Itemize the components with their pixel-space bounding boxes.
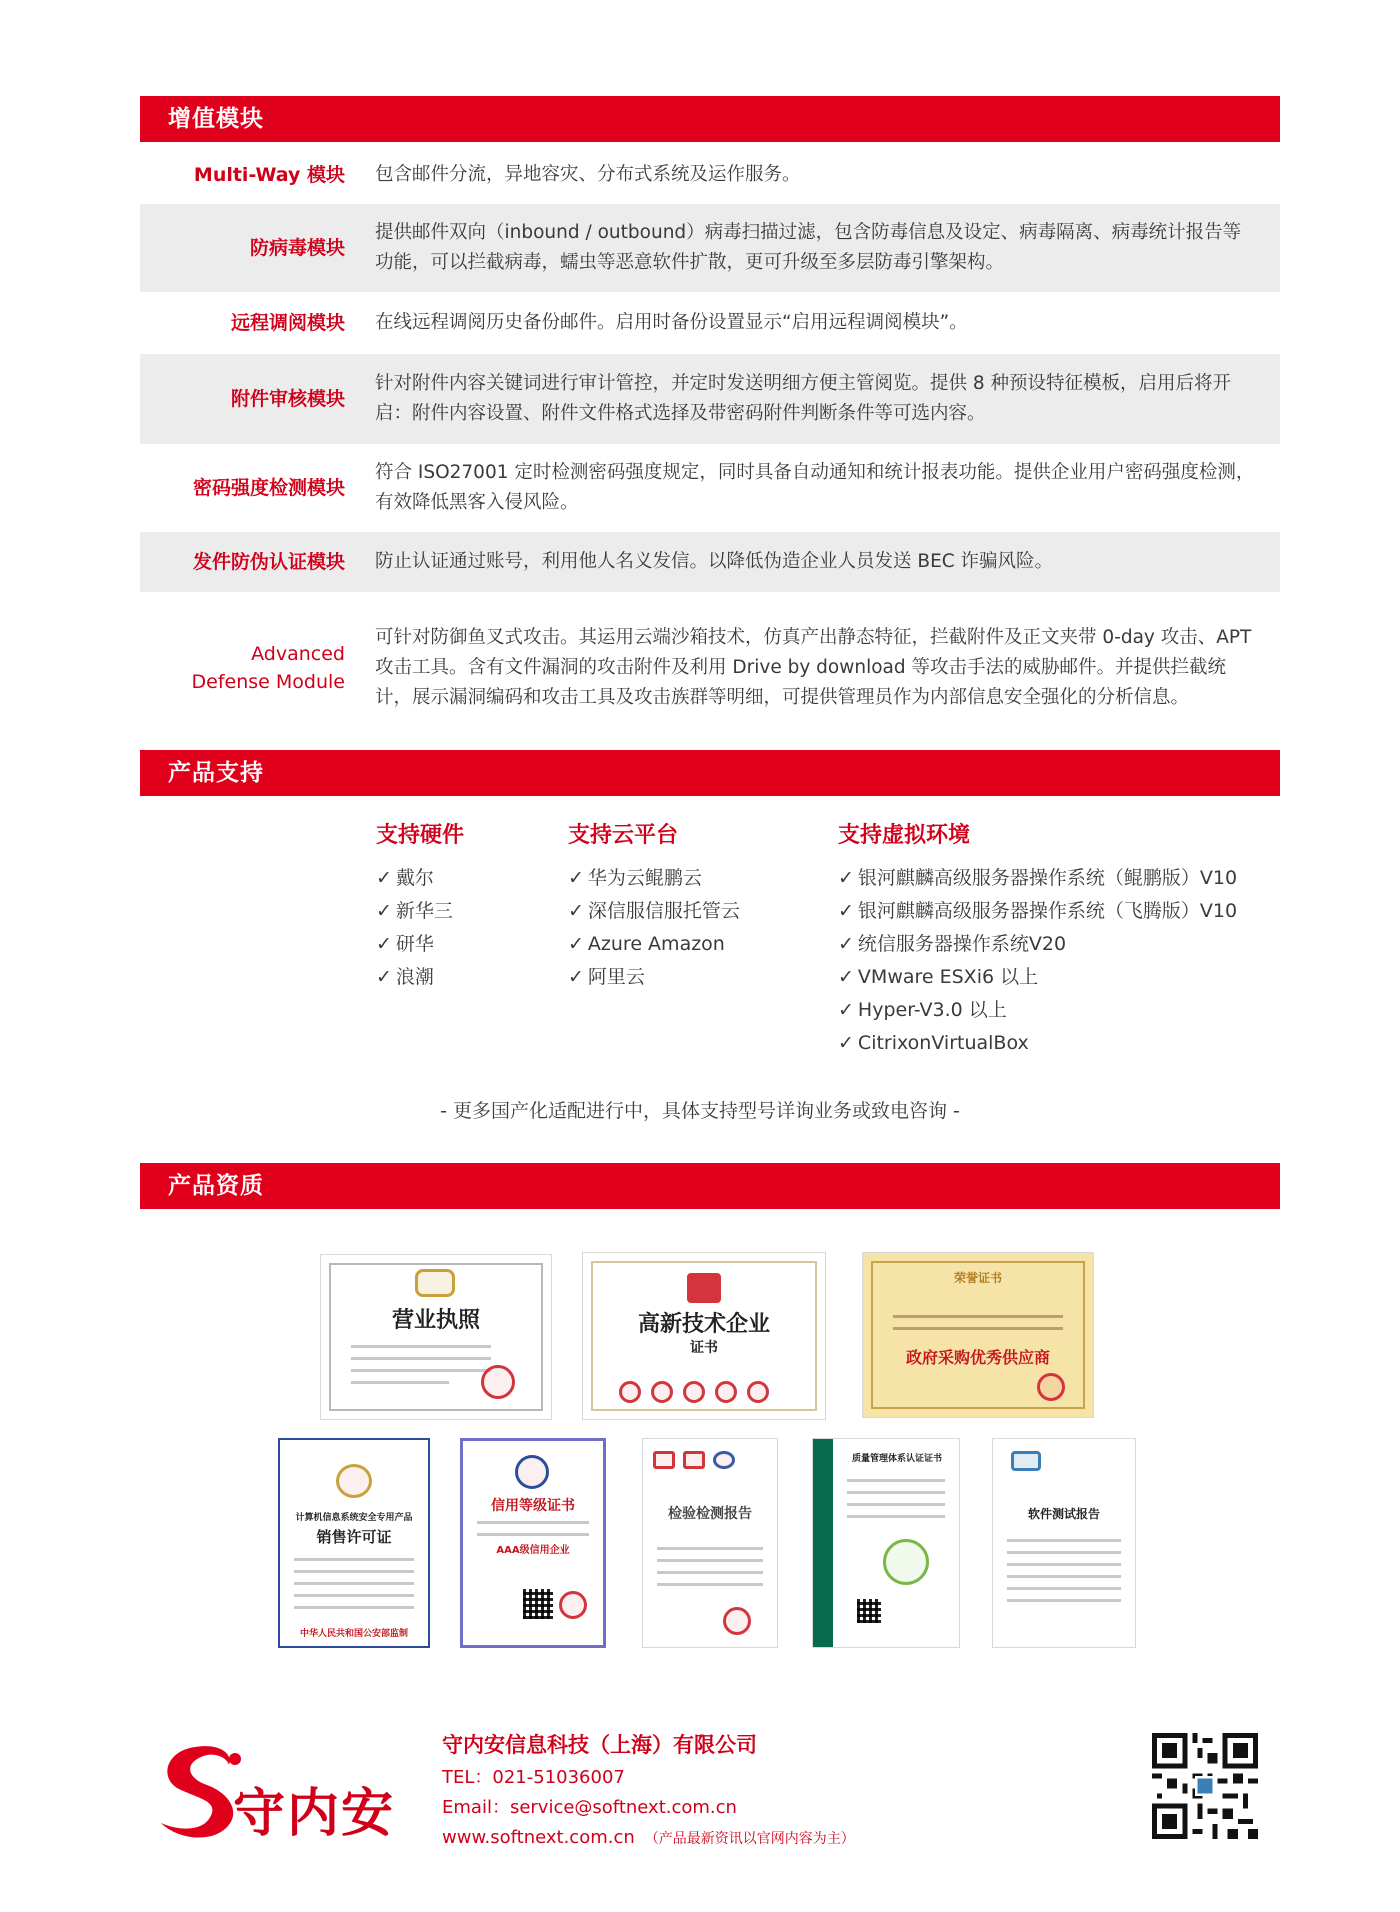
website-note: （产品最新资讯以官网内容为主）: [644, 1831, 855, 1847]
cert-gov-supplier: [862, 1252, 1094, 1418]
company-email[interactable]: Email：service@softnext.com.cn: [442, 1797, 737, 1818]
company-website-line: [442, 1823, 855, 1853]
section-title-product-support: 产品支持: [140, 750, 1280, 796]
check-icon: ✓: [838, 1032, 854, 1054]
seal-icon: [683, 1381, 705, 1403]
cnas-logo-icon: [713, 1451, 735, 1469]
cert-text-lines: [351, 1345, 491, 1393]
check-icon: ✓: [376, 933, 392, 955]
support-item: ✓ 新华三: [376, 900, 453, 922]
support-item: ✓ 华为云鲲鹏云: [568, 867, 702, 889]
police-emblem-icon: [336, 1464, 372, 1498]
cert-text-lines: [657, 1547, 763, 1595]
module-row-multiway: [140, 146, 1280, 204]
check-icon: ✓: [376, 867, 392, 889]
support-item: ✓ 统信服务器操作系统V20: [838, 933, 1067, 955]
cert-inspection-report: [642, 1438, 778, 1648]
cert-sales-license: [278, 1438, 430, 1648]
module-name: 远程调阅模块: [230, 312, 345, 334]
badge-icon: [515, 1455, 549, 1489]
cert-title: 政府采购优秀供应商: [905, 1348, 1050, 1367]
seal-icon: [619, 1381, 641, 1403]
cert-title: 营业执照: [391, 1308, 480, 1333]
section-title-certifications: 产品资质: [140, 1163, 1280, 1209]
module-row-remote-view: [140, 292, 1280, 354]
certification-mark-icon: [883, 1539, 929, 1585]
agency-logo-icon: [1011, 1451, 1041, 1471]
module-row-password-strength: [140, 444, 1280, 532]
cert-business-license: [320, 1254, 552, 1420]
module-desc: 符合 ISO27001 定时检测密码强度规定，同时具备自动通知和统计报表功能。提供企业用户密码强度检测，有效降低黑客入侵风险。: [375, 462, 1255, 513]
support-title: 支持云平台: [568, 823, 679, 848]
cert-software-test-report: [992, 1438, 1136, 1648]
qr-code: [1152, 1733, 1258, 1839]
check-icon: ✓: [568, 867, 584, 889]
cert-title: 高新技术企业: [637, 1312, 770, 1337]
ilac-logo-icon: [683, 1451, 705, 1469]
cert-text-lines: [847, 1479, 945, 1527]
module-name: 附件审核模块: [230, 388, 345, 410]
support-item: ✓ 戴尔: [376, 867, 434, 889]
seal-icon: [481, 1365, 515, 1399]
support-item: ✓ CitrixonVirtualBox: [838, 1032, 1029, 1054]
cert-subtitle: AAA级信用企业: [496, 1545, 570, 1556]
company-info: [442, 1729, 855, 1853]
cert-quality-management: [812, 1438, 960, 1648]
logo-row: [653, 1451, 735, 1469]
support-item: ✓ 阿里云: [568, 966, 645, 988]
check-icon: ✓: [568, 966, 584, 988]
check-icon: ✓: [838, 933, 854, 955]
support-hardware: [376, 818, 464, 994]
seal-icon: [1037, 1373, 1065, 1401]
module-name-line: Defense Module: [191, 671, 345, 693]
support-title: 支持虚拟环境: [838, 823, 971, 848]
cert-title: 质量管理体系认证证书: [851, 1454, 942, 1464]
support-item: ✓ 浪潮: [376, 966, 434, 988]
cert-title: 检验检测报告: [668, 1506, 752, 1522]
company-tel: TEL：021-51036007: [442, 1767, 625, 1788]
cert-title: 销售许可证: [316, 1528, 392, 1546]
module-name: 发件防伪认证模块: [192, 551, 345, 573]
module-row-attachment-audit: [140, 354, 1280, 444]
cert-title: 软件测试报告: [1027, 1507, 1100, 1521]
cert-title: 信用等级证书: [491, 1498, 575, 1514]
cert-high-tech: [582, 1252, 826, 1420]
module-row-advanced-defense: [140, 598, 1280, 738]
cert-text-lines: [294, 1558, 414, 1618]
module-name: 密码强度检测模块: [192, 477, 345, 499]
module-desc: 针对附件内容关键词进行审计管控，并定时发送明细方便主管阅览。提供 8 种预设特征模板，启用后将开启：附件内容设置、附件文件格式选择及带密码附件判断条件等可选内容。: [375, 373, 1232, 424]
module-name: 防病毒模块: [249, 237, 345, 259]
cert-side-band: [813, 1439, 833, 1648]
seal-icon: [651, 1381, 673, 1403]
check-icon: ✓: [838, 867, 854, 889]
company-name: 守内安信息科技（上海）有限公司: [442, 1733, 757, 1757]
support-item: ✓ 银河麒麟高级服务器操作系统（飞腾版）V10: [838, 900, 1238, 922]
support-item: ✓ Hyper-V3.0 以上: [838, 999, 1007, 1021]
module-name: Multi-Way 模块: [193, 164, 345, 186]
module-name-line: Advanced: [251, 643, 345, 665]
seal-icon: [559, 1591, 587, 1619]
cert-text-lines: [1007, 1539, 1121, 1611]
emblem-icon: [415, 1269, 455, 1297]
support-item: ✓ 银河麒麟高级服务器操作系统（鲲鹏版）V10: [838, 867, 1238, 889]
support-virtual: [838, 818, 1237, 1060]
support-item: ✓ Azure Amazon: [568, 933, 725, 955]
module-row-antivirus: [140, 204, 1280, 292]
cert-subtitle: 证书: [690, 1340, 718, 1356]
logo-icon: [687, 1273, 721, 1303]
cert-credit-rating: [460, 1438, 606, 1648]
section-title-value-added: 增值模块: [140, 96, 1280, 142]
cma-logo-icon: [653, 1451, 675, 1469]
seal-icon: [723, 1607, 751, 1635]
cert-header: 荣誉证书: [953, 1271, 1002, 1285]
check-icon: ✓: [568, 900, 584, 922]
qr-code-icon: [1152, 1733, 1258, 1839]
module-name: [140, 640, 345, 696]
logo-text: 守内安: [233, 1784, 396, 1844]
module-row-sender-auth: [140, 532, 1280, 592]
support-title: 支持硬件: [376, 823, 465, 848]
support-item: ✓ 研华: [376, 933, 434, 955]
company-website[interactable]: www.softnext.com.cn: [442, 1827, 635, 1848]
cert-text-lines: [893, 1315, 1063, 1339]
seal-icon: [747, 1381, 769, 1403]
module-desc: 防止认证通过账号，利用他人名义发信。以降低伪造企业人员发送 BEC 诈骗风险。: [375, 551, 1054, 572]
company-logo: [155, 1735, 395, 1845]
qr-code-icon: [523, 1589, 553, 1619]
check-icon: ✓: [568, 933, 584, 955]
module-desc: 在线远程调阅历史备份邮件。启用时备份设置显示“启用远程调阅模块”。: [375, 312, 968, 333]
seal-row: [619, 1381, 769, 1403]
support-item: ✓ VMware ESXi6 以上: [838, 966, 1039, 988]
cert-footer: 中华人民共和国公安部监制: [299, 1629, 408, 1639]
support-note: - 更多国产化适配进行中，具体支持型号详询业务或致电咨询 -: [440, 1100, 960, 1122]
check-icon: ✓: [376, 900, 392, 922]
support-cloud: [568, 818, 740, 994]
cert-header: 计算机信息系统安全专用产品: [295, 1513, 413, 1523]
check-icon: ✓: [838, 966, 854, 988]
check-icon: ✓: [376, 966, 392, 988]
seal-icon: [715, 1381, 737, 1403]
module-desc: 提供邮件双向（inbound / outbound）病毒扫描过滤，包含防毒信息及设定、病毒隔离、病毒统计报告等功能，可以拦截病毒，蠕虫等恶意软件扩散，更可升级至多层防毒引擎架构。: [375, 222, 1242, 273]
support-item: ✓ 深信服信服托管云: [568, 900, 740, 922]
module-desc: 可针对防御鱼叉式攻击。其运用云端沙箱技术，仿真产出静态特征，拦截附件及正文夹带 0-day 攻击、APT 攻击工具。含有文件漏洞的攻击附件及利用 Drive by download 等攻击手法的威胁邮件。并提供拦截统计，展示漏洞编码和攻击工具及攻击族群等明细，可提供管理员作为内部信息安全强化的分析信息。: [375, 627, 1252, 708]
check-icon: ✓: [838, 900, 854, 922]
check-icon: ✓: [838, 999, 854, 1021]
module-desc: 包含邮件分流，异地容灾、分布式系统及运作服务。: [375, 164, 801, 185]
qr-code-icon: [857, 1599, 881, 1623]
